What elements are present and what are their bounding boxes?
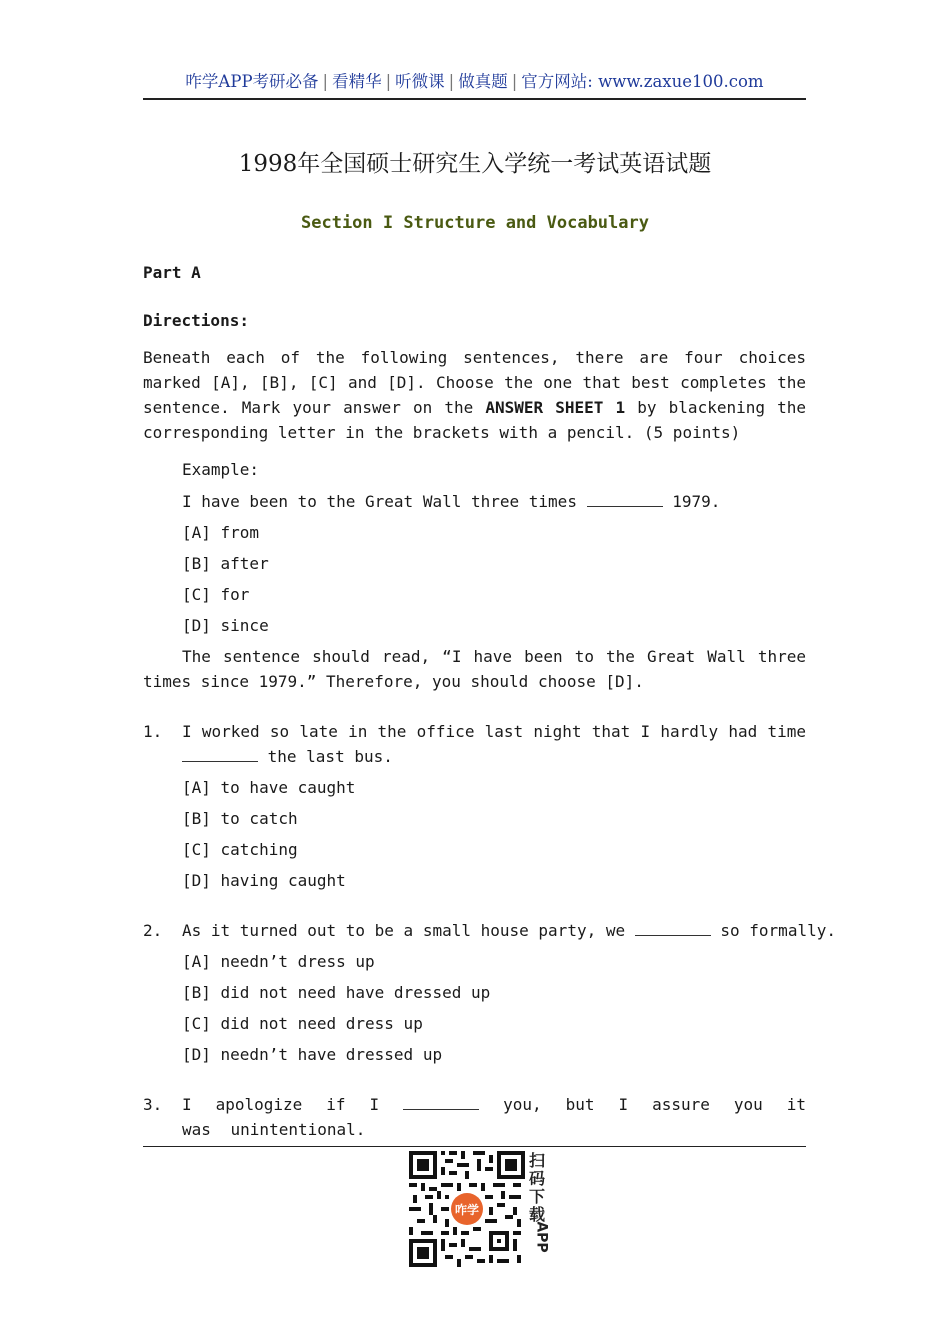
qr-center-logo-text: 咋学	[454, 1203, 480, 1217]
question-stem-before: As it turned out to be a small house party, we	[182, 921, 635, 940]
question-2-option-b: [B] did not need have dressed up	[182, 983, 491, 1002]
answer-blank	[403, 1093, 479, 1110]
question-1-option-d: [D] having caught	[182, 871, 346, 890]
qr-code[interactable]	[409, 1151, 525, 1267]
question-1-option-b: [B] to catch	[182, 809, 298, 828]
page-title: 1998年全国硕士研究生入学统一考试英语试题	[238, 151, 712, 177]
question-stem-before: I apologize if I	[182, 1095, 404, 1114]
example-explanation: The sentence should read, “I have been to the Great Wall three times since 1979.” Therefore, you should choose [D].	[143, 647, 806, 691]
example-option-d: [D] since	[182, 616, 269, 635]
header-brand: 咋学APP考研必备	[185, 72, 319, 91]
question-stem	[182, 1092, 806, 1142]
directions-label: Directions:	[143, 311, 249, 330]
header-separator: |	[385, 72, 392, 91]
example-option-a: [A] from	[182, 523, 260, 542]
footer-divider	[143, 1146, 806, 1147]
answer-blank	[182, 745, 258, 762]
answer-sheet-emphasis: ANSWER SHEET 1	[485, 398, 626, 417]
qr-caption-char: 载	[528, 1205, 545, 1224]
header-site-label: 官方网站:	[521, 72, 593, 91]
qr-caption-char: 扫	[528, 1151, 545, 1170]
page-header	[143, 68, 806, 100]
directions-text-before: Beneath each of the following sentences, there are four choices marked [A], [B], [C] and [D]. Choose the one that best completes the sentence. Mark your answer on the	[143, 348, 806, 417]
header-separator: |	[448, 72, 455, 91]
question-number: 1.	[143, 722, 163, 741]
example-stem	[182, 489, 720, 514]
header-separator: |	[511, 72, 518, 91]
question-number: 2.	[143, 921, 163, 940]
qr-caption-app: APP	[533, 1221, 550, 1253]
example-stem-after: 1979.	[662, 492, 721, 511]
qr-caption-char: 码	[528, 1169, 545, 1188]
question-stem-before: I worked so late in the office last night that I hardly had time	[182, 722, 806, 741]
directions-text	[143, 345, 806, 445]
question-2-option-d: [D] needn’t have dressed up	[182, 1045, 443, 1064]
example-label: Example:	[182, 460, 260, 479]
header-item-past-papers[interactable]: 做真题	[458, 72, 508, 91]
question-number: 3.	[143, 1095, 163, 1114]
answer-blank	[635, 919, 711, 936]
question-stem-after: you, but I assure you it was unintentional.	[182, 1095, 806, 1139]
directions-text-after: by blackening the corresponding letter in the brackets with a pencil. (5 points)	[143, 398, 807, 442]
example-stem-before: I have been to the Great Wall three times	[182, 492, 587, 511]
part-heading: Part A	[143, 263, 201, 282]
qr-caption-char: 下	[528, 1187, 545, 1206]
question-stem-after: so formally.	[710, 921, 836, 940]
header-item-highlights[interactable]: 看精华	[332, 72, 382, 91]
question-stem	[182, 918, 836, 943]
question-1-option-a: [A] to have caught	[182, 778, 356, 797]
header-separator: |	[322, 72, 329, 91]
example-option-b: [B] after	[182, 554, 269, 573]
question-1-option-c: [C] catching	[182, 840, 298, 859]
question-2-option-c: [C] did not need dress up	[182, 1014, 423, 1033]
header-site-link[interactable]: www.zaxue100.com	[598, 72, 764, 91]
question-stem	[182, 719, 806, 769]
question-2-option-a: [A] needn’t dress up	[182, 952, 375, 971]
question-stem-after: the last bus.	[258, 747, 393, 766]
header-item-microcourse[interactable]: 听微课	[395, 72, 445, 91]
qr-caption	[526, 1151, 550, 1253]
section-heading: Section I Structure and Vocabulary	[301, 213, 649, 233]
example-option-c: [C] for	[182, 585, 250, 604]
qr-center-logo	[409, 1151, 525, 1267]
answer-blank	[587, 490, 663, 507]
